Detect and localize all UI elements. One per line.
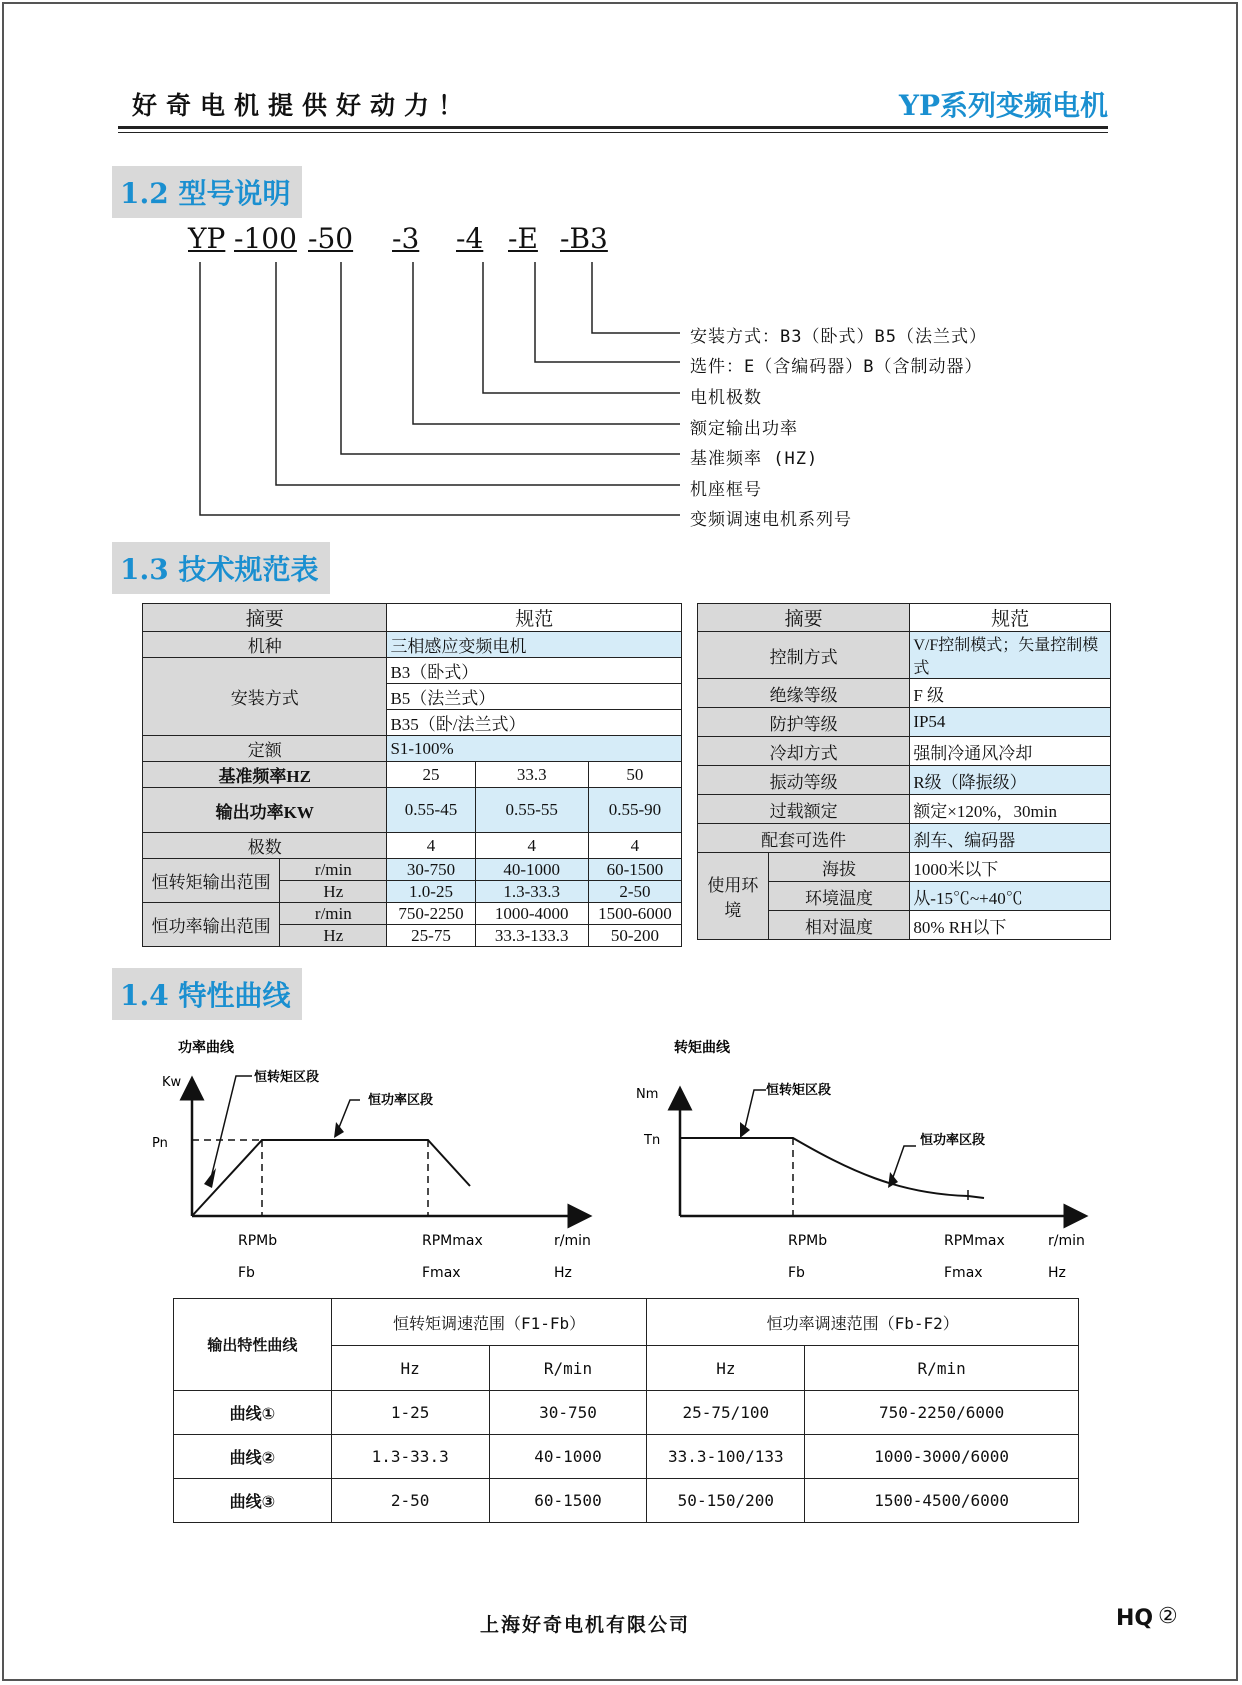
header-spec: 规范 [387, 604, 682, 632]
leader-mount [592, 262, 680, 333]
leader-power [413, 262, 680, 424]
output-cell: 1.3-33.3 [331, 1435, 489, 1479]
freq-value: 33.3 [475, 762, 588, 788]
output-cell: 30-750 [489, 1391, 647, 1435]
footer-page-number: ② [1158, 1604, 1178, 1629]
table-row [698, 853, 1111, 882]
ct-pointer [210, 1076, 252, 1182]
poles-value: 4 [387, 833, 475, 859]
output-cell: 1500-4500/6000 [805, 1479, 1079, 1523]
header-summary: 摘要 [698, 604, 910, 632]
table-row [143, 604, 682, 632]
footer-company: 上海好奇电机有限公司 [480, 1614, 691, 1636]
legend-power: 额定输出功率 [690, 419, 798, 439]
output-cell: 1-25 [331, 1391, 489, 1435]
type-value: 三相感应变频电机 [387, 632, 682, 658]
ct-hz-value: 2-50 [588, 881, 681, 903]
table-row [698, 766, 1111, 795]
power-chart-title: 功率曲线 [178, 1040, 234, 1056]
torque-rpmmax-label: RPMmax [944, 1233, 1005, 1249]
cp-arrowhead [334, 1122, 344, 1138]
output-subheader: R/min [489, 1346, 647, 1391]
table-row [698, 604, 1111, 632]
hum-value: 80% RH以下 [910, 911, 1111, 940]
table-row [698, 824, 1111, 853]
power-y-label: Kw [162, 1075, 182, 1090]
vib-label: 振动等级 [698, 766, 910, 795]
power-ct-note: 恒转矩区段 [254, 1070, 320, 1085]
mount-value: B35（卧/法兰式） [387, 710, 682, 736]
leader-freq [341, 262, 680, 454]
cool-label: 冷却方式 [698, 737, 910, 766]
table-row [698, 632, 1111, 679]
table-row [698, 679, 1111, 708]
output-corner: 输出特性曲线 [174, 1299, 332, 1391]
section-title-model: 1.2 型号说明 [112, 166, 302, 218]
power-value: 0.55-45 [387, 788, 475, 833]
power-value: 0.55-90 [588, 788, 681, 833]
protect-label: 防护等级 [698, 708, 910, 737]
torque-cp-note: 恒功率区段 [920, 1133, 986, 1148]
alt-value: 1000米以下 [910, 853, 1111, 882]
output-cell: 40-1000 [489, 1435, 647, 1479]
table-row [698, 708, 1111, 737]
torque-x-unit-hz: Hz [1048, 1265, 1066, 1280]
protect-value: IP54 [910, 708, 1111, 737]
code-part-series: YP [188, 222, 226, 255]
torque-y-label: Nm [636, 1087, 659, 1102]
code-part-freq-text: -50 [308, 222, 354, 255]
power-rpmb-label: RPMb [238, 1233, 278, 1249]
poles-value: 4 [475, 833, 588, 859]
option-value: 刹车、编码器 [910, 824, 1111, 853]
output-curve-table [173, 1298, 1079, 1523]
option-label: 配套可选件 [698, 824, 910, 853]
output-cell: 2-50 [331, 1479, 489, 1523]
hum-label: 相对温度 [768, 911, 910, 940]
table-row [143, 788, 682, 833]
insul-label: 绝缘等级 [698, 679, 910, 708]
freq-value: 25 [387, 762, 475, 788]
cp-hz-unit: Hz [280, 925, 387, 947]
legend-mount: 安装方式：B3（卧式）B5（法兰式） [690, 327, 987, 347]
power-x-unit-rpm: r/min [554, 1233, 591, 1249]
output-cell: 1000-3000/6000 [805, 1435, 1079, 1479]
output-cell: 60-1500 [489, 1479, 647, 1523]
cool-value: 强制冷通风冷却 [910, 737, 1111, 766]
alt-label: 海拔 [768, 853, 910, 882]
power-fb-label: Fb [238, 1265, 255, 1280]
mount-value: B3（卧式） [387, 658, 682, 684]
spec-table-right [697, 603, 1111, 940]
table-row [143, 903, 682, 925]
section-title-spec: 1.3 技术规范表 [112, 542, 330, 594]
ct-hz-value: 1.3-33.3 [475, 881, 588, 903]
table-row [143, 833, 682, 859]
legend-freq: 基准频率 (HZ) [690, 449, 819, 469]
temp-value: 从-15℃~+40℃ [910, 882, 1111, 911]
ct-label: 恒转矩输出范围 [143, 859, 280, 903]
power-pn-label: Pn [152, 1136, 168, 1151]
model-leader-lines [0, 0, 1242, 540]
code-part-power-text: -3 [392, 222, 420, 255]
table-row [698, 795, 1111, 824]
overload-value: 额定×120%，30min [910, 795, 1111, 824]
insul-value: F 级 [910, 679, 1111, 708]
legend-option: 选件：E（含编码器）B（含制动器） [690, 357, 983, 377]
output-cell: 25-75/100 [647, 1391, 805, 1435]
table-row [143, 762, 682, 788]
output-group-ct: 恒转矩调速范围（F1-Fb） [331, 1299, 647, 1346]
cp-hz-value: 25-75 [387, 925, 475, 947]
table-row [174, 1435, 1079, 1479]
ct-rpm-value: 30-750 [387, 859, 475, 881]
type-label: 机种 [143, 632, 387, 658]
spec-table-left [142, 603, 682, 947]
legend-frame: 机座框号 [690, 480, 762, 500]
cp-hz-value: 50-200 [588, 925, 681, 947]
torque-ct-pointer [744, 1090, 766, 1132]
ct-rpm-unit: r/min [280, 859, 387, 881]
code-part-option-text: -E [508, 222, 538, 255]
power-cp-note: 恒功率区段 [368, 1093, 434, 1108]
output-row-name: 曲线① [174, 1391, 332, 1435]
torque-ct-arrowhead [740, 1122, 750, 1138]
code-part-poles-text: -4 [456, 222, 484, 255]
code-part-frame-text: -100 [234, 222, 297, 255]
power-value: 0.55-55 [475, 788, 588, 833]
control-value: V/F控制模式；矢量控制模式 [910, 632, 1111, 679]
torque-curve-chart [628, 1030, 1098, 1280]
output-row-name: 曲线② [174, 1435, 332, 1479]
cp-rpm-value: 1500-6000 [588, 903, 681, 925]
cp-label: 恒功率输出范围 [143, 903, 280, 947]
leader-option [535, 262, 680, 362]
ct-rpm-value: 40-1000 [475, 859, 588, 881]
legend-series: 变频调速电机系列号 [690, 510, 852, 530]
table-row [143, 736, 682, 762]
overload-label: 过载额定 [698, 795, 910, 824]
ct-hz-value: 1.0-25 [387, 881, 475, 903]
mount-label: 安装方式 [143, 658, 387, 736]
freq-value: 50 [588, 762, 681, 788]
output-cell: 33.3-100/133 [647, 1435, 805, 1479]
rating-value: S1-100% [387, 736, 682, 762]
table-row [143, 632, 682, 658]
cp-rpm-unit: r/min [280, 903, 387, 925]
rating-label: 定额 [143, 736, 387, 762]
torque-fmax-label: Fmax [944, 1265, 983, 1280]
control-label: 控制方式 [698, 632, 910, 679]
cp-rpm-value: 1000-4000 [475, 903, 588, 925]
ct-arrowhead [204, 1168, 216, 1188]
output-subheader: R/min [805, 1346, 1079, 1391]
table-row [174, 1479, 1079, 1523]
slogan: 好奇电机提供好动力！ [132, 91, 473, 120]
ct-hz-unit: Hz [280, 881, 387, 903]
poles-label: 极数 [143, 833, 387, 859]
table-row [174, 1299, 1079, 1346]
header-spec: 规范 [910, 604, 1111, 632]
torque-ct-note: 恒转矩区段 [766, 1083, 832, 1098]
vib-value: R级（降振级） [910, 766, 1111, 795]
torque-fb-label: Fb [788, 1265, 805, 1280]
power-rpmmax-label: RPMmax [422, 1233, 483, 1249]
series-title: YP系列变频电机 [898, 89, 1108, 122]
torque-chart-title: 转矩曲线 [674, 1040, 730, 1056]
power-label: 输出功率KW [143, 788, 387, 833]
output-cell: 50-150/200 [647, 1479, 805, 1523]
cp-pointer [338, 1100, 360, 1130]
torque-cp-pointer [892, 1146, 916, 1180]
power-fmax-label: Fmax [422, 1265, 461, 1280]
output-subheader: Hz [331, 1346, 489, 1391]
ct-rpm-value: 60-1500 [588, 859, 681, 881]
leader-poles [483, 262, 680, 393]
torque-x-unit-rpm: r/min [1048, 1233, 1085, 1249]
section-title-curve: 1.4 特性曲线 [112, 968, 302, 1020]
table-row [143, 859, 682, 881]
env-label: 使用环境 [698, 853, 769, 940]
torque-tn-label: Tn [644, 1133, 661, 1148]
footer-logo: HQ [1116, 1606, 1154, 1631]
leader-frame [276, 262, 680, 485]
torque-rpmb-label: RPMb [788, 1233, 828, 1249]
output-group-cp: 恒功率调速范围（Fb-F2） [647, 1299, 1079, 1346]
leader-series [200, 262, 680, 515]
temp-label: 环境温度 [768, 882, 910, 911]
power-curve-chart [140, 1030, 600, 1280]
table-row [698, 737, 1111, 766]
table-row [143, 658, 682, 684]
poles-value: 4 [588, 833, 681, 859]
code-part-mount-text: -B3 [560, 222, 608, 255]
output-cell: 750-2250/6000 [805, 1391, 1079, 1435]
freq-label: 基准频率HZ [143, 762, 387, 788]
table-row [174, 1391, 1079, 1435]
output-row-name: 曲线③ [174, 1479, 332, 1523]
output-subheader: Hz [647, 1346, 805, 1391]
cp-hz-value: 33.3-133.3 [475, 925, 588, 947]
legend-poles: 电机极数 [690, 388, 762, 408]
mount-value: B5（法兰式） [387, 684, 682, 710]
power-x-unit-hz: Hz [554, 1265, 572, 1280]
cp-rpm-value: 750-2250 [387, 903, 475, 925]
header-summary: 摘要 [143, 604, 387, 632]
